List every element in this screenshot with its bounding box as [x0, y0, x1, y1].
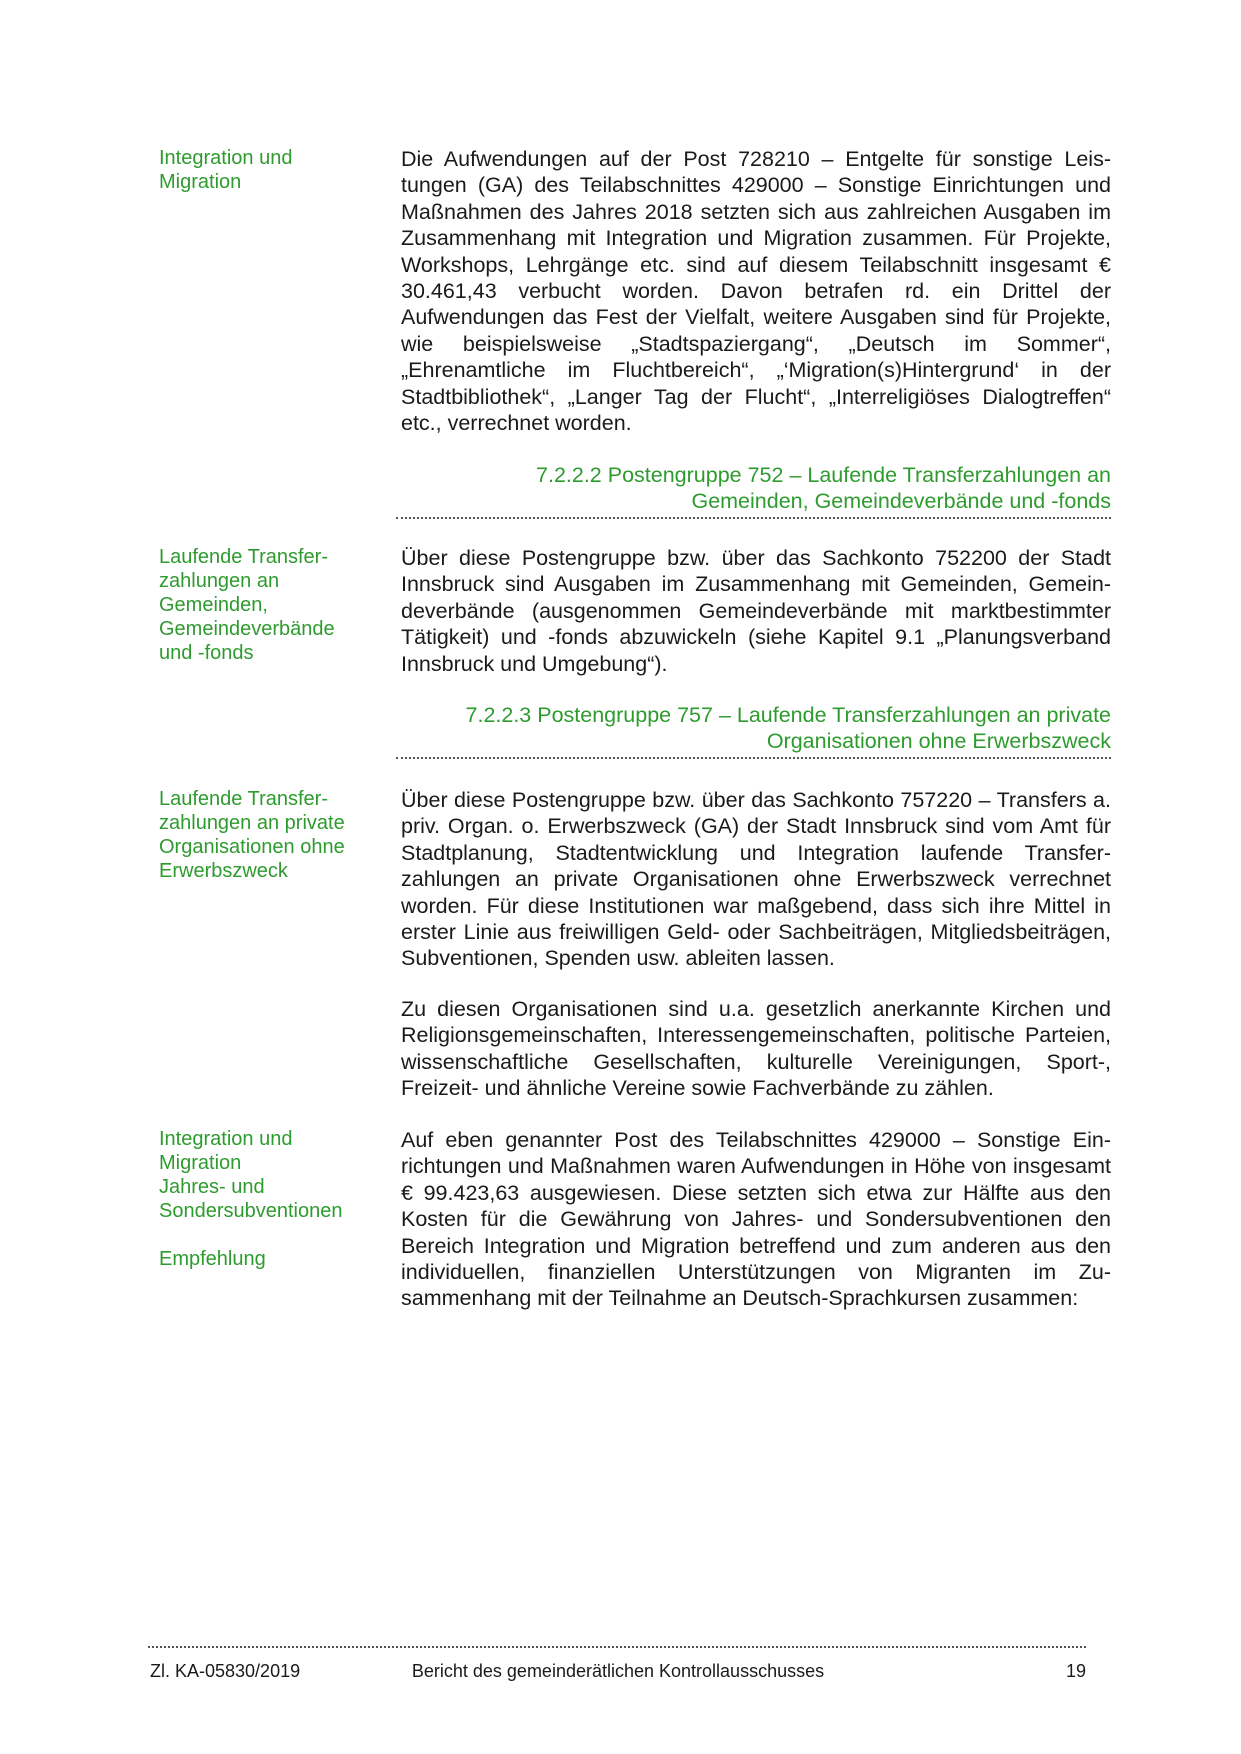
sidenote-line: Laufende Transfer-	[159, 546, 328, 568]
footer-report-title: Bericht des gemeinderätlichen Kontrollausschusses	[411, 1661, 825, 1681]
sidenote-line: Integration und	[159, 147, 293, 169]
sidenote-line: und -fonds	[159, 642, 254, 664]
heading-divider	[396, 517, 1111, 519]
paragraph-organisationen: Zu diesen Organisationen sind u.a. gesetzlich anerkannte Kirchen und Religionsgemeinschaften, Interessengemeinschaften, politische Parteien, wissenschaftliche Gesellschaften, kulturelle Vereinigungen, Sport-, Freizeit- und ähnliche Vereine sowie Fachverbände zu zählen.	[401, 997, 1111, 1101]
sidenote-line: Erwerbszweck	[159, 860, 288, 882]
heading-divider	[396, 757, 1111, 759]
heading-line: Gemeinden, Gemeindeverbände und -fonds	[691, 489, 1111, 513]
sidenote-line: Laufende Transfer-	[159, 788, 328, 810]
sidenote-line: zahlungen an	[159, 570, 280, 592]
sidenote-transfer-private-organisationen	[159, 787, 359, 883]
heading-line: 7.2.2.3 Postengruppe 757 – Laufende Transferzahlungen an private	[465, 703, 1111, 727]
sidenote-transfer-gemeinden	[159, 545, 359, 665]
sidenote-line: Integration und	[159, 1128, 293, 1150]
heading-line: Organisationen ohne Erwerbszweck	[766, 729, 1111, 753]
sidenote-integration-migration	[159, 146, 359, 194]
sidenote-line: Sondersubventionen	[159, 1200, 343, 1222]
sidenote-line: Migration	[159, 171, 242, 193]
footer-page-number: 19	[1065, 1661, 1086, 1681]
paragraph-sachkonto-752200: Über diese Postengruppe bzw. über das Sachkonto 752200 der Stadt Innsbruck sind Ausgaben im Zusammenhang mit Gemeinden, Gemeindeverbände (ausgenommen Gemeindeverbände mit marktbestimmter Tätigkeit) und -fonds abzuwickeln (siehe Kapitel 9.1 „Planungsverband Innsbruck und Umgebung“).	[401, 546, 1111, 676]
sidenote-line: Gemeinden,	[159, 594, 268, 616]
sidenote-line: Gemeindeverbände	[159, 618, 335, 640]
sidenote-line: Organisationen ohne	[159, 836, 345, 858]
paragraph-aufwendungen-post-728210: Die Aufwendungen auf der Post 728210 – Entgelte für sonstige Leistungen (GA) des Teilabschnittes 429000 – Sonstige Einrichtungen und Maßnahmen des Jahres 2018 setzten sich aus zahlreichen Ausgaben im Zusammenhang mit Integration und Migration zusammen. Für Projekte, Workshops, Lehrgänge etc. sind auf diesem Teilabschnitt insgesamt € 30.461,43 verbucht worden. Davon betrafen rd. ein Drittel der Aufwendungen das Fest der Vielfalt, weitere Ausgaben sind für Projekte, wie beispielsweise „Stadtspaziergang“, „Deutsch im Sommer“, „Ehrenamtliche im Fluchtbereich“, „‘Migration(s)Hintergrund‘ in der Stadtbibliothek“, „Langer Tag der Flucht“, „Interreligiöses Dialogtreffen“ etc., verrechnet worden.	[401, 147, 1111, 436]
section-heading-7-2-2-2	[371, 462, 1111, 514]
sidenote-jahres-sondersubventionen	[159, 1127, 359, 1271]
paragraph-post-429000-subventionen: Auf eben genannter Post des Teilabschnittes 429000 – Sonstige Einrichtungen und Maßnahmen waren Aufwendungen in Höhe von insgesamt € 99.423,63 ausgewiesen. Diese setzten sich etwa zur Hälfte aus den Kosten für die Gewährung von Jahres- und Sondersubventionen den Bereich Integration und Migration betreffend und zum anderen aus den individuellen, finanziellen Unterstützungen von Migranten im Zusammenhang mit der Teilnahme an Deutsch-Sprachkursen zusammen:	[401, 1128, 1111, 1311]
sidenote-line: Migration	[159, 1152, 242, 1174]
footer-document-number: Zl. KA-05830/2019	[150, 1661, 301, 1681]
heading-line: 7.2.2.2 Postengruppe 752 – Laufende Transferzahlungen an	[536, 463, 1111, 487]
section-heading-7-2-2-3	[371, 702, 1111, 754]
sidenote-line: Jahres- und	[159, 1176, 265, 1198]
sidenote-empfehlung: Empfehlung	[159, 1248, 266, 1270]
sidenote-line: zahlungen an private	[159, 812, 345, 834]
paragraph-sachkonto-757220: Über diese Postengruppe bzw. über das Sachkonto 757220 – Transfers a. priv. Organ. o. Erwerbszweck (GA) der Stadt Innsbruck sind vom Amt für Stadtplanung, Stadtentwicklung und Integration laufende Transferzahlungen an private Organisationen ohne Erwerbszweck verrechnet worden. Für diese Institutionen war maßgebend, dass sich ihre Mittel in erster Linie aus freiwilligen Geld- oder Sachbeiträgen, Mitgliedsbeiträgen, Subventionen, Spenden usw. ableiten lassen.	[401, 788, 1111, 971]
footer-divider	[148, 1646, 1086, 1648]
